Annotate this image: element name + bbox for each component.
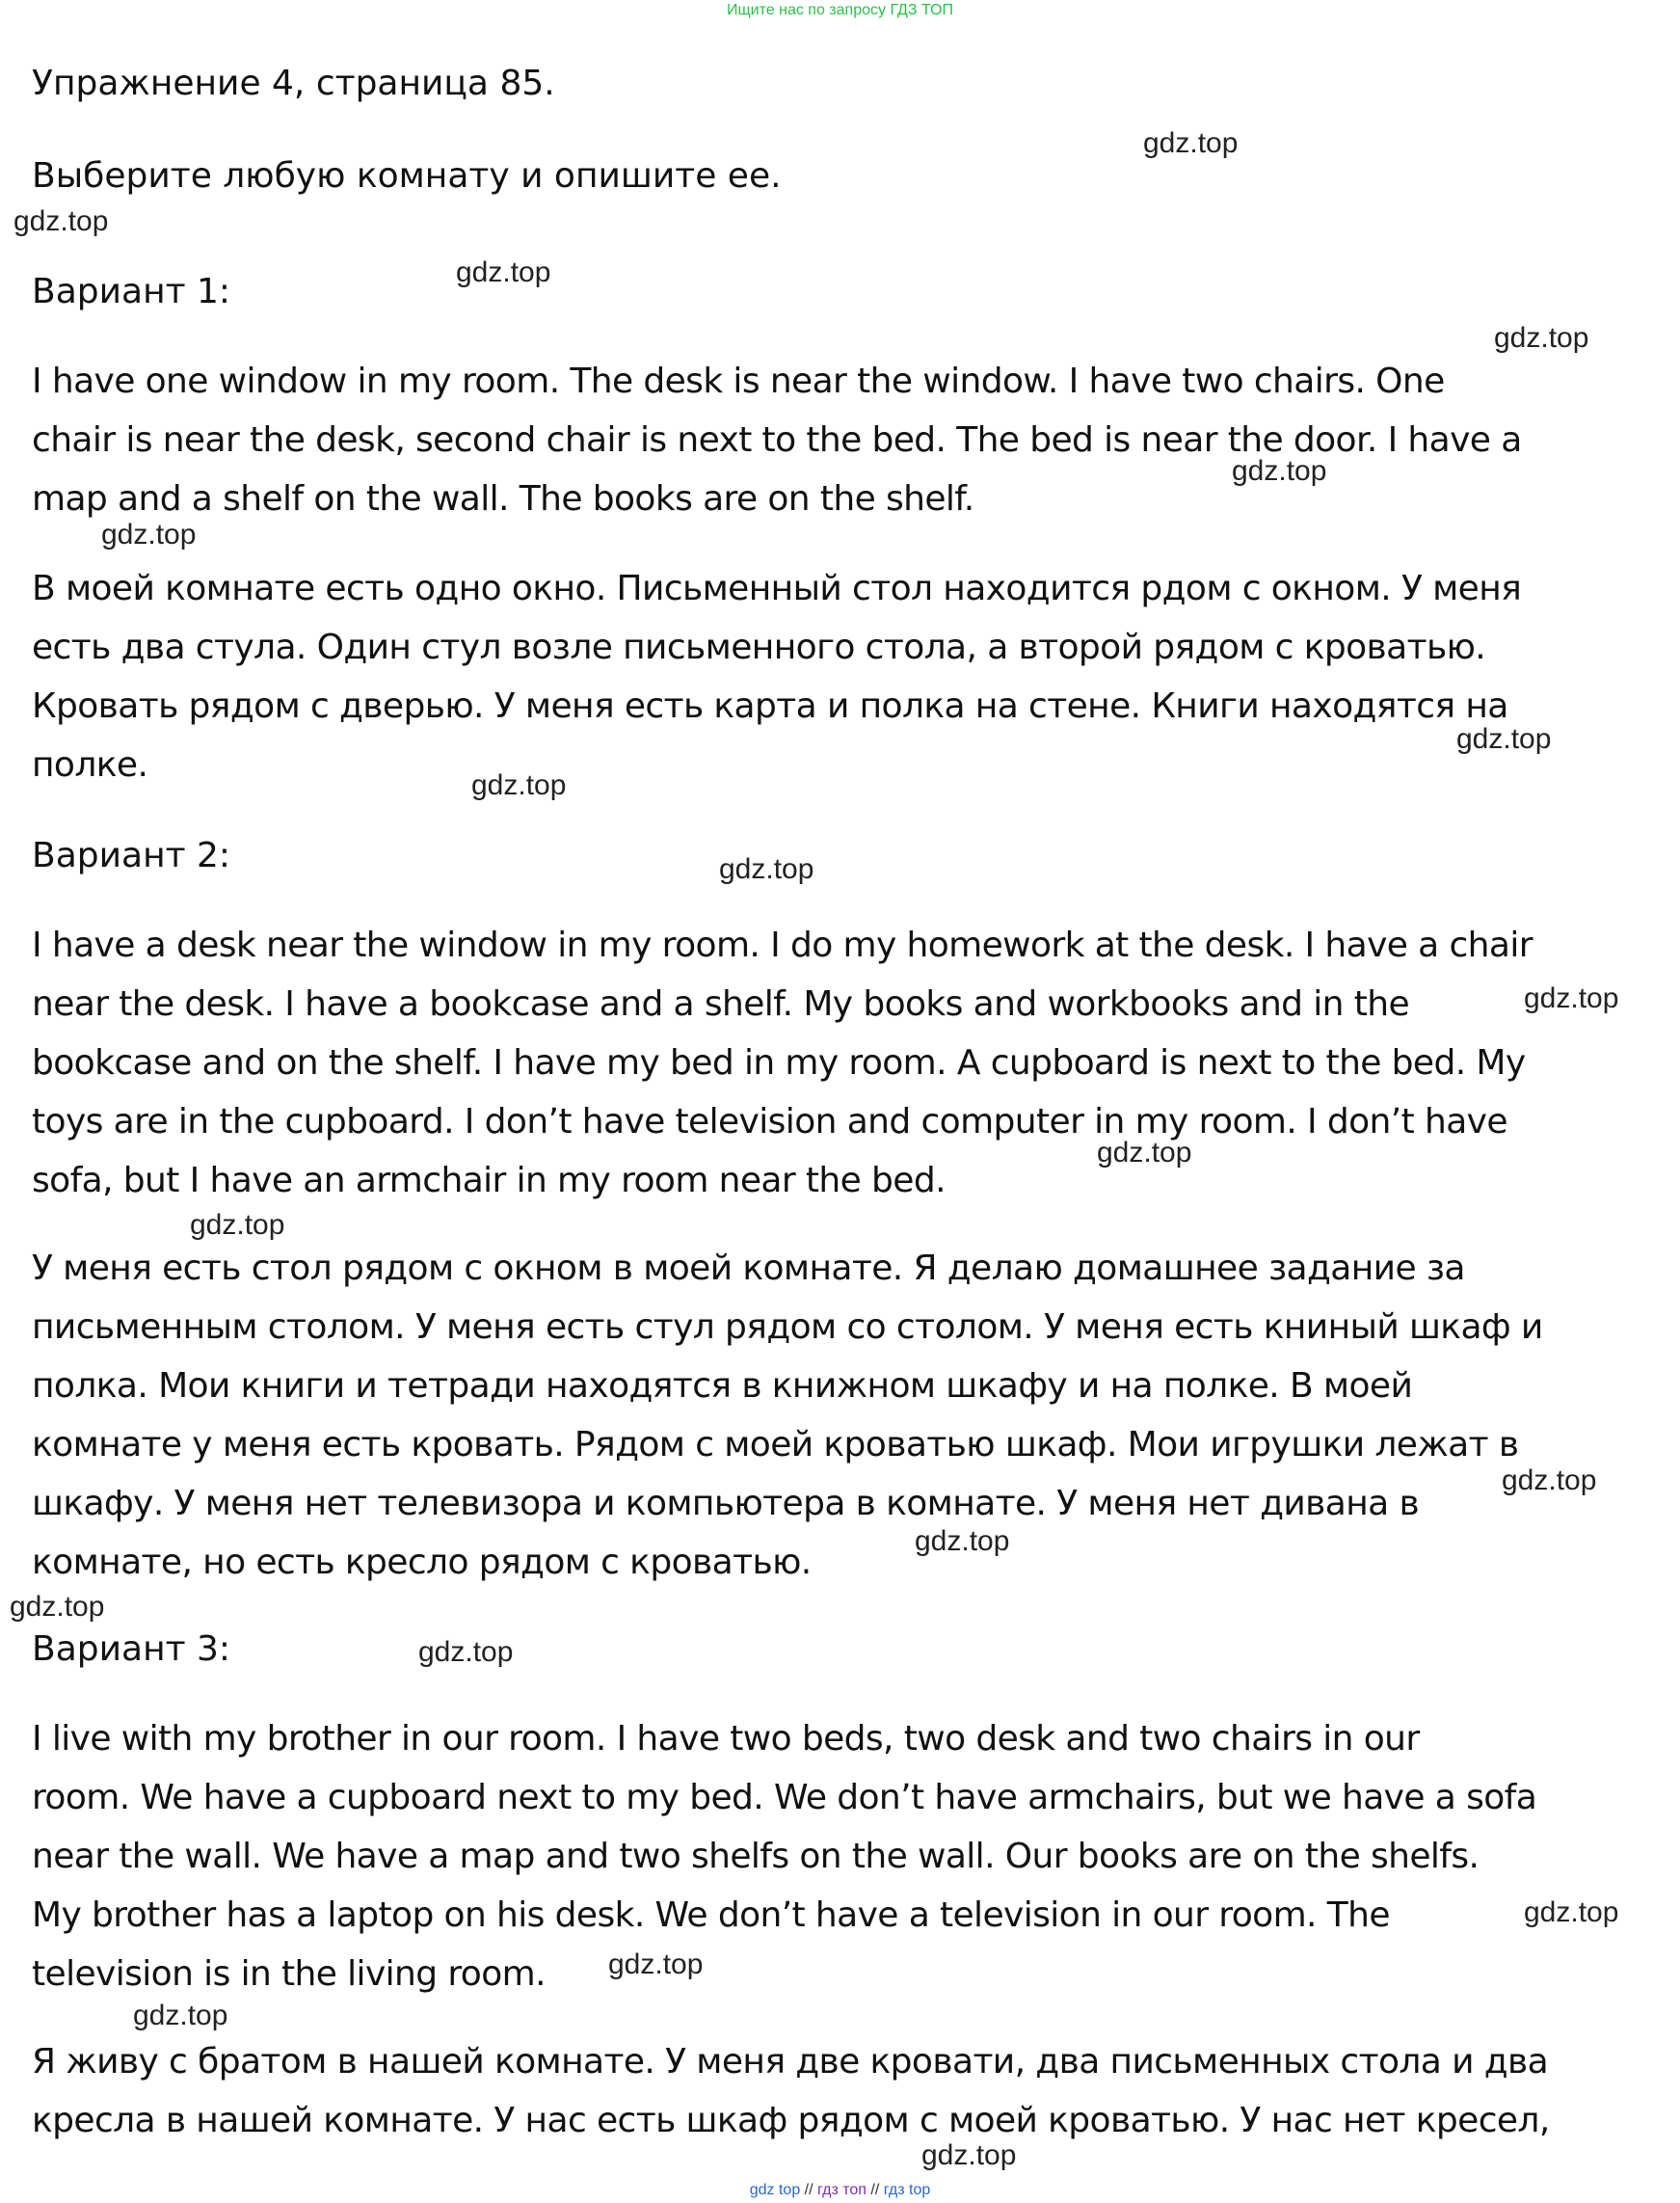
variant-1-title: Вариант 1: (32, 272, 231, 311)
watermark: gdz.top (1494, 322, 1589, 354)
watermark: gdz.top (608, 1948, 704, 1980)
watermark: gdz.top (1097, 1137, 1192, 1169)
footer-link-2[interactable]: гдз топ (817, 2182, 867, 2198)
variant-2-english (32, 916, 1661, 1210)
footer-separator: // (870, 2182, 880, 2198)
variant-2-title: Вариант 2: (32, 836, 231, 875)
footer-link-1[interactable]: gdz top (749, 2182, 801, 2198)
watermark: gdz.top (1524, 1896, 1619, 1928)
watermark: gdz.top (1524, 982, 1619, 1014)
watermark: gdz.top (719, 853, 814, 885)
text-line: комнате, но есть кресло рядом с кроватью. (32, 1543, 812, 1582)
top-note: Ищите нас по запросу ГДЗ ТОП (727, 2, 953, 18)
text-line: I have one window in my room. The desk is near the window. I have two chairs. One (32, 362, 1445, 401)
text-line: есть два стула. Один стул возле письменного стола, а второй рядом с кроватью. (32, 628, 1486, 667)
text-line: My brother has a laptop on his desk. We don’t have a television in our room. The (32, 1895, 1390, 1935)
text-line: sofa, but I have an armchair in my room near the bed. (32, 1161, 946, 1200)
watermark: gdz.top (1456, 723, 1552, 755)
watermark: gdz.top (101, 519, 197, 551)
text-line: toys are in the cupboard. I don’t have television and computer in my room. I don’t have (32, 1102, 1507, 1142)
watermark: gdz.top (133, 2000, 228, 2031)
variant-1-english (32, 352, 1661, 528)
watermark: gdz.top (10, 1591, 105, 1623)
text-line: У меня есть стол рядом с окном в моей комнате. Я делаю домашнее задание за (32, 1249, 1465, 1288)
text-line: bookcase and on the shelf. I have my bed in my room. A cupboard is next to the bed. My (32, 1043, 1526, 1083)
text-line: полка. Мои книги и тетради находятся в книжном шкафу и на полке. В моей (32, 1366, 1413, 1406)
footer-separator: // (804, 2182, 813, 2198)
watermark: gdz.top (1232, 455, 1327, 487)
text-line: near the desk. I have a bookcase and a shelf. My books and workbooks and in the (32, 984, 1410, 1024)
watermark: gdz.top (471, 769, 567, 801)
text-line: В моей комнате есть одно окно. Письменный стол находится рдом с окном. У меня (32, 569, 1522, 608)
text-line: room. We have a cupboard next to my bed. We don’t have armchairs, but we have a sofa (32, 1778, 1537, 1817)
variant-3-english (32, 1709, 1661, 2003)
text-line: комнате у меня есть кровать. Рядом с моей кроватью шкаф. Мои игрушки лежат в (32, 1425, 1519, 1464)
variant-3-title: Вариант 3: (32, 1629, 231, 1669)
text-line: полке. (32, 745, 148, 785)
text-line: map and a shelf on the wall. The books are on the shelf. (32, 479, 974, 519)
text-line: television is in the living room. (32, 1954, 546, 1994)
text-line: I live with my brother in our room. I have two beds, two desk and two chairs in our (32, 1719, 1420, 1759)
text-line: шкафу. У меня нет телевизора и компьютера в комнате. У меня нет дивана в (32, 1484, 1420, 1523)
task-text: Выберите любую комнату и опишите ее. (32, 156, 782, 196)
variant-2-russian (32, 1239, 1661, 1592)
watermark: gdz.top (921, 2139, 1017, 2171)
footer-link-3[interactable]: гдз top (883, 2182, 931, 2198)
watermark: gdz.top (1143, 127, 1239, 159)
watermark: gdz.top (13, 205, 109, 237)
watermark: gdz.top (915, 1525, 1010, 1557)
variant-3-russian (32, 2032, 1661, 2150)
variant-1-russian (32, 559, 1661, 794)
watermark: gdz.top (1502, 1464, 1597, 1496)
text-line: I have a desk near the window in my room. I do my homework at the desk. I have a chair (32, 926, 1533, 965)
watermark: gdz.top (418, 1636, 514, 1668)
text-line: near the wall. We have a map and two shelfs on the wall. Our books are on the shelfs. (32, 1837, 1480, 1876)
text-line: chair is near the desk, second chair is next to the bed. The bed is near the door. I have a (32, 420, 1522, 460)
exercise-title: Упражнение 4, страница 85. (32, 64, 555, 103)
footer (0, 2181, 1680, 2200)
text-line: Кровать рядом с дверью. У меня есть карта и полка на стене. Книги находятся на (32, 686, 1508, 726)
text-line: кресла в нашей комнате. У нас есть шкаф рядом с моей кроватью. У нас нет кресел, (32, 2101, 1550, 2140)
text-line: Я живу с братом в нашей комнате. У меня две кровати, два письменных стола и два (32, 2042, 1549, 2082)
text-line: письменным столом. У меня есть стул рядом со столом. У меня есть книный шкаф и (32, 1307, 1543, 1347)
watermark: gdz.top (190, 1209, 285, 1241)
watermark: gdz.top (456, 256, 551, 288)
